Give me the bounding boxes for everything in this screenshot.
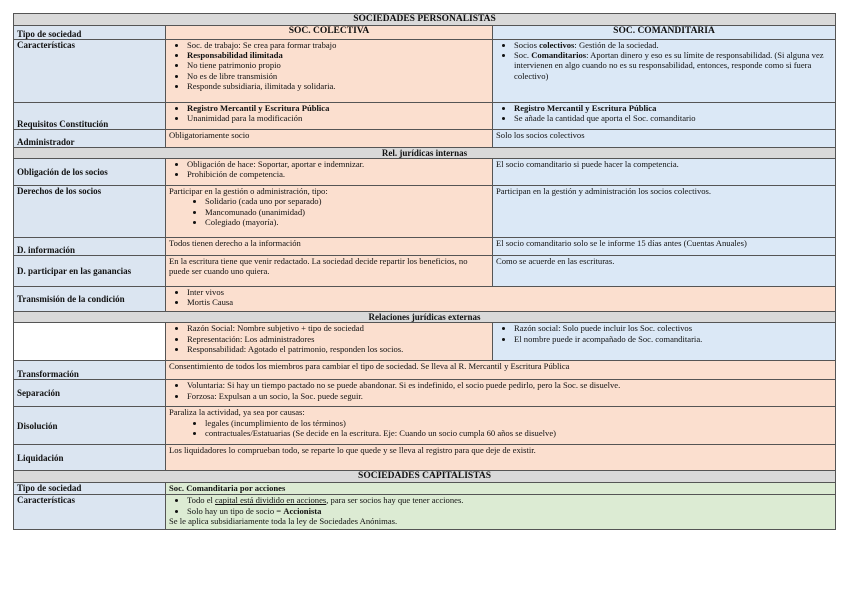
list-item: • Registro Mercantil y Escritura Pública (187, 103, 489, 113)
capitalistas-tipo-label: Tipo de sociedad (14, 483, 166, 495)
caracteristicas-label: Características (14, 40, 166, 103)
list-item: • Prohibición de competencia. (187, 169, 489, 179)
list-item: • Solidario (cada uno por separado) (205, 196, 489, 206)
list-item: • Inter vivos (187, 287, 832, 297)
obligacion-colectiva (166, 159, 493, 186)
capitalistas-tipo-value: Soc. Comanditaria por acciones (166, 483, 836, 495)
derechos-comanditaria: Participan en la gestión y administración los socios colectivos. (493, 186, 836, 238)
liquidacion-label: Liquidación (14, 445, 166, 471)
tipo-row (14, 26, 836, 40)
transmision-value (166, 287, 836, 312)
derechos-colectiva (166, 186, 493, 238)
disolucion-value (166, 407, 836, 445)
list-item: • Se añade la cantidad que aporta el Soc. comanditario (514, 113, 832, 123)
list-item: • Todo el capital está dividido en acciones, para ser socios hay que tener acciones. (187, 495, 832, 505)
list-item: • Unanimidad para la modificación (187, 113, 489, 123)
list-item: • Forzosa: Expulsan a un socio, la Soc. puede seguir. (187, 391, 832, 401)
informacion-comanditaria: El socio comanditario solo se le informe 15 días antes (Cuentas Anuales) (493, 238, 836, 256)
list-item: • No es de libre transmisión (187, 71, 489, 81)
capitalistas-footer: Se le aplica subsidiariamente toda la ley de Sociedades Anónimas. (169, 515, 398, 526)
informacion-colectiva: Todos tienen derecho a la información (166, 238, 493, 256)
liquidacion-row (14, 445, 836, 471)
capitalistas-caracteristicas-row (14, 495, 836, 530)
personalistas-title: SOCIEDADES PERSONALISTAS (14, 14, 836, 26)
internas-header-row (14, 148, 836, 159)
list-item: • Mortis Causa (187, 297, 832, 307)
list-item: • Colegiado (mayoría). (205, 217, 489, 227)
externas-row (14, 323, 836, 361)
informacion-row (14, 238, 836, 256)
externas-colectiva (166, 323, 493, 361)
list-item: • Razón social: Solo puede incluir los Soc. colectivos (514, 323, 832, 333)
colectiva-header: SOC. COLECTIVA (166, 26, 493, 40)
list-item: • Voluntaria: Si hay un tiempo pactado no se puede abandonar. Si es indefinido, el socio puede pedirlo, pero la Soc. se disuelve. (187, 380, 832, 390)
disolucion-row (14, 407, 836, 445)
requisitos-label: Requisitos Constitución (14, 103, 166, 130)
ganancias-comanditaria: Como se acuerde en las escrituras. (493, 256, 836, 287)
administrador-row (14, 130, 836, 148)
informacion-label: D. información (14, 238, 166, 256)
transmision-label: Transmisión de la condición (14, 287, 166, 312)
capitalistas-tipo-row (14, 483, 836, 495)
caracteristicas-row (14, 40, 836, 103)
list-item: • Mancomunado (unanimidad) (205, 207, 489, 217)
requisitos-comanditaria (493, 103, 836, 130)
administrador-colectiva: Obligatoriamente socio (166, 130, 493, 148)
requisitos-row (14, 103, 836, 130)
derechos-label: Derechos de los socios (14, 186, 166, 238)
list-item: • Soc. Comanditarios: Aportan dinero y eso es su límite de responsabilidad. (Si alguna vez intervienen en algo cuando no es su responsabilidad, entonces, responde como si fuera colectivo) (514, 50, 832, 81)
ganancias-label: D. participar en las ganancias (14, 256, 166, 287)
separacion-row (14, 380, 836, 407)
list-item: • El nombre puede ir acompañado de Soc. comanditaria. (514, 334, 832, 344)
administrador-label: Administrador (14, 130, 166, 148)
derechos-intro: Participar en la gestión o administración, tipo: (169, 186, 328, 197)
capitalistas-caracteristicas-label: Características (14, 495, 166, 530)
transformacion-row (14, 361, 836, 380)
comanditaria-header: SOC. COMANDITARIA (493, 26, 836, 40)
caracteristicas-comanditaria (493, 40, 836, 103)
externas-title: Relaciones jurídicas externas (14, 312, 836, 323)
ganancias-row (14, 256, 836, 287)
transmision-row (14, 287, 836, 312)
ganancias-colectiva: En la escritura tiene que venir redactado. La sociedad decide repartir los beneficios, no puede ser cuando uno quiera. (166, 256, 493, 287)
tipo-label: Tipo de sociedad (14, 26, 166, 40)
list-item: • Solo hay un tipo de socio = Accionista (187, 506, 832, 516)
liquidacion-value: Los liquidadores lo comprueban todo, se reparte lo que quede y se lleva al registro para que deje de existir. (166, 445, 836, 471)
capitalistas-title: SOCIEDADES CAPITALISTAS (14, 471, 836, 483)
list-item: • Soc. de trabajo: Se crea para formar trabajo (187, 40, 489, 50)
list-item: • Obligación de hace: Soportar, aportar e indemnizar. (187, 159, 489, 169)
obligacion-comanditaria: El socio comanditario si puede hacer la competencia. (493, 159, 836, 186)
externas-header-row (14, 312, 836, 323)
obligacion-row (14, 159, 836, 186)
requisitos-colectiva (166, 103, 493, 130)
externas-label-empty (14, 323, 166, 361)
document-page (13, 13, 835, 530)
disolucion-intro: Paraliza la actividad, ya sea por causas: (169, 407, 305, 418)
list-item: • legales (incumplimiento de los términos) (205, 418, 832, 428)
separacion-value (166, 380, 836, 407)
disolucion-label: Disolución (14, 407, 166, 445)
obligacion-label: Obligación de los socios (14, 159, 166, 186)
separacion-label: Separación (14, 380, 166, 407)
list-item: • Responde subsidiaria, ilimitada y solidaria. (187, 81, 489, 91)
list-item: • Responsabilidad: Agotado el patrimonio, responden los socios. (187, 344, 489, 354)
sociedades-table (13, 13, 836, 530)
list-item: • Responsabilidad ilimitada (187, 50, 489, 60)
personalistas-header-row (14, 14, 836, 26)
transformacion-label: Transformación (14, 361, 166, 380)
caracteristicas-colectiva (166, 40, 493, 103)
list-item: • Representación: Los administradores (187, 334, 489, 344)
capitalistas-caracteristicas-value (166, 495, 836, 530)
capitalistas-header-row (14, 471, 836, 483)
derechos-row (14, 186, 836, 238)
internas-title: Rel. jurídicas internas (14, 148, 836, 159)
administrador-comanditaria: Solo los socios colectivos (493, 130, 836, 148)
list-item: • No tiene patrimonio propio (187, 60, 489, 70)
list-item: • contractuales/Estatuarias (Se decide en la escritura. Eje: Cuando un socio cumpla 60 años se disuelve) (205, 428, 832, 438)
list-item: • Socios colectivos: Gestión de la sociedad. (514, 40, 832, 50)
externas-comanditaria (493, 323, 836, 361)
list-item: • Registro Mercantil y Escritura Pública (514, 103, 832, 113)
list-item: • Razón Social: Nombre subjetivo + tipo de sociedad (187, 323, 489, 333)
transformacion-value: Consentimiento de todos los miembros para cambiar el tipo de sociedad. Se lleva al R. Mercantil y Escritura Pública (166, 361, 836, 380)
